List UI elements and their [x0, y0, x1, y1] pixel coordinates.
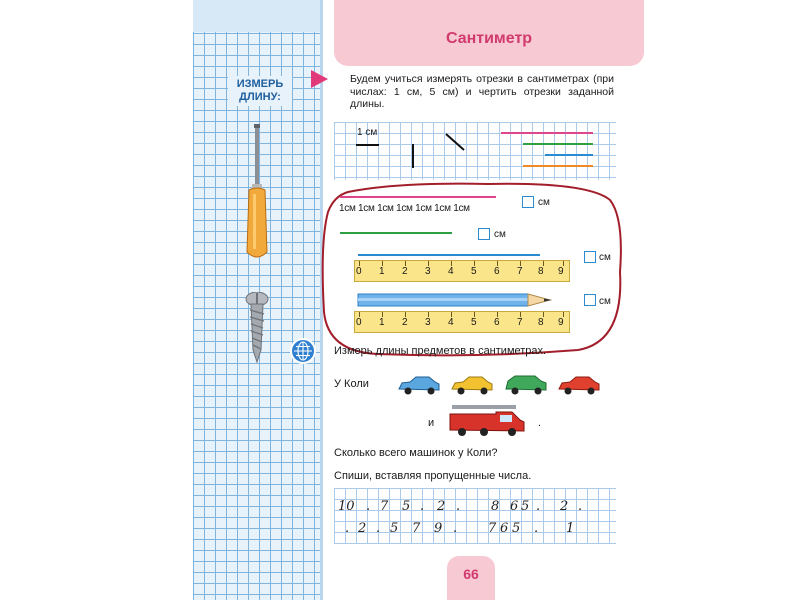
measure-label-line1: ИЗМЕРЬ	[236, 78, 284, 90]
hw1-5: 5	[402, 499, 411, 514]
hw2-dot2: .	[376, 521, 381, 536]
hw1-2b: 2	[560, 499, 569, 514]
hw2-9: 9	[434, 521, 443, 536]
unit-label-4: 1см	[396, 203, 413, 214]
screw-icon	[244, 292, 270, 364]
ruler2-num-2: 2	[402, 317, 408, 328]
green-segment	[338, 230, 458, 236]
hw1-7: 7	[380, 499, 389, 514]
left-panel-top-band	[193, 0, 320, 32]
ruler2-num-0: 0	[356, 317, 362, 328]
ruler2-num-6: 6	[494, 317, 500, 328]
hw1-10: 10	[338, 499, 355, 514]
fire-truck-icon	[448, 402, 528, 438]
hw1-2: 2	[437, 499, 446, 514]
cm-label-1: см	[538, 197, 550, 208]
measure-task-text: Измерь длины предметов в сантиметрах.	[334, 345, 547, 357]
pink-segment	[338, 194, 500, 200]
ruler2-num-8: 8	[538, 317, 544, 328]
ruler2-num-4: 4	[448, 317, 454, 328]
hw1-dot2: .	[420, 499, 425, 514]
hw2-5b: 5	[512, 521, 521, 536]
ruler1-num-5: 5	[471, 266, 477, 277]
measure-label-line2: ДЛИНУ:	[239, 91, 281, 103]
unit-label-2: 1см	[358, 203, 375, 214]
ruler2-num-5: 5	[471, 317, 477, 328]
segment-unit-labels	[339, 203, 470, 214]
hw2-7b: 7	[488, 521, 497, 536]
unit-label-6: 1см	[434, 203, 451, 214]
copy-task-text: Спиши, вставляя пропущенные числа.	[334, 470, 532, 482]
answer-box-4[interactable]	[584, 294, 596, 306]
measure-length-label	[228, 76, 292, 106]
ruler1-num-7: 7	[517, 266, 523, 277]
sentence-dot: .	[538, 417, 542, 429]
blue-segment	[356, 252, 546, 258]
hw1-dot5: .	[578, 499, 583, 514]
conjunction-and: и	[428, 417, 435, 429]
cm-label-3: см	[599, 252, 611, 263]
cm-label-4: см	[599, 296, 611, 307]
ruler2-num-7: 7	[517, 317, 523, 328]
ruler1-num-8: 8	[538, 266, 544, 277]
pencil-icon	[356, 292, 566, 308]
page-title: Сантиметр	[445, 30, 533, 47]
hw2-5: 5	[390, 521, 399, 536]
question-text: Сколько всего машинок у Коли?	[334, 447, 498, 459]
section-arrow-icon	[311, 70, 328, 88]
answer-box-3[interactable]	[584, 251, 596, 263]
ruler1-num-9: 9	[558, 266, 564, 277]
hw2-dot1: .	[345, 521, 350, 536]
hw1-8: 8	[491, 499, 500, 514]
unit-label-1: 1см	[339, 203, 356, 214]
yellow-car-icon	[449, 374, 495, 396]
ruler1-num-0: 0	[356, 266, 362, 277]
hw2-1: 1	[566, 521, 575, 536]
ruler1-num-2: 2	[402, 266, 408, 277]
answer-box-1[interactable]	[522, 196, 534, 208]
ruler1-num-1: 1	[379, 266, 385, 277]
blue-car-icon	[396, 374, 442, 396]
ruler1-num-3: 3	[425, 266, 431, 277]
intro-text: Будем учиться измерять отрезки в сантиметрах (при числах: 1 см, 5 см) и чертить отрезки заданной длины.	[350, 73, 614, 110]
hw1-6: 6	[510, 499, 519, 514]
page-number: 66	[463, 566, 479, 582]
ruler1-num-6: 6	[494, 266, 500, 277]
answer-box-2[interactable]	[478, 228, 490, 240]
ruler-2	[354, 311, 570, 333]
red-car-icon	[556, 374, 602, 396]
ruler1-num-4: 4	[448, 266, 454, 277]
ruler2-num-1: 1	[379, 317, 385, 328]
ruler2-num-9: 9	[558, 317, 564, 328]
unit-label-5: 1см	[415, 203, 432, 214]
hw2-7: 7	[412, 521, 421, 536]
hw2-6: 6	[500, 521, 509, 536]
ruler2-num-3: 3	[425, 317, 431, 328]
unit-label-7: 1см	[453, 203, 470, 214]
hw1-dot4: .	[536, 499, 541, 514]
hw1-dot3: .	[456, 499, 461, 514]
hw1-5b: 5	[521, 499, 530, 514]
unit-label: 1 см	[357, 127, 378, 138]
hw2-2: 2	[358, 521, 367, 536]
cm-label-2: см	[494, 229, 506, 240]
ruler-1	[354, 260, 570, 282]
hw1-dot1: .	[366, 499, 371, 514]
globe-icon[interactable]	[290, 338, 316, 364]
example-segments	[334, 122, 616, 180]
hw2-dot4: .	[534, 521, 539, 536]
kolya-prefix: У Коли	[334, 378, 369, 390]
screwdriver-icon	[240, 124, 274, 274]
unit-label-3: 1см	[377, 203, 394, 214]
hw2-dot3: .	[453, 521, 458, 536]
green-car-icon	[503, 372, 549, 396]
